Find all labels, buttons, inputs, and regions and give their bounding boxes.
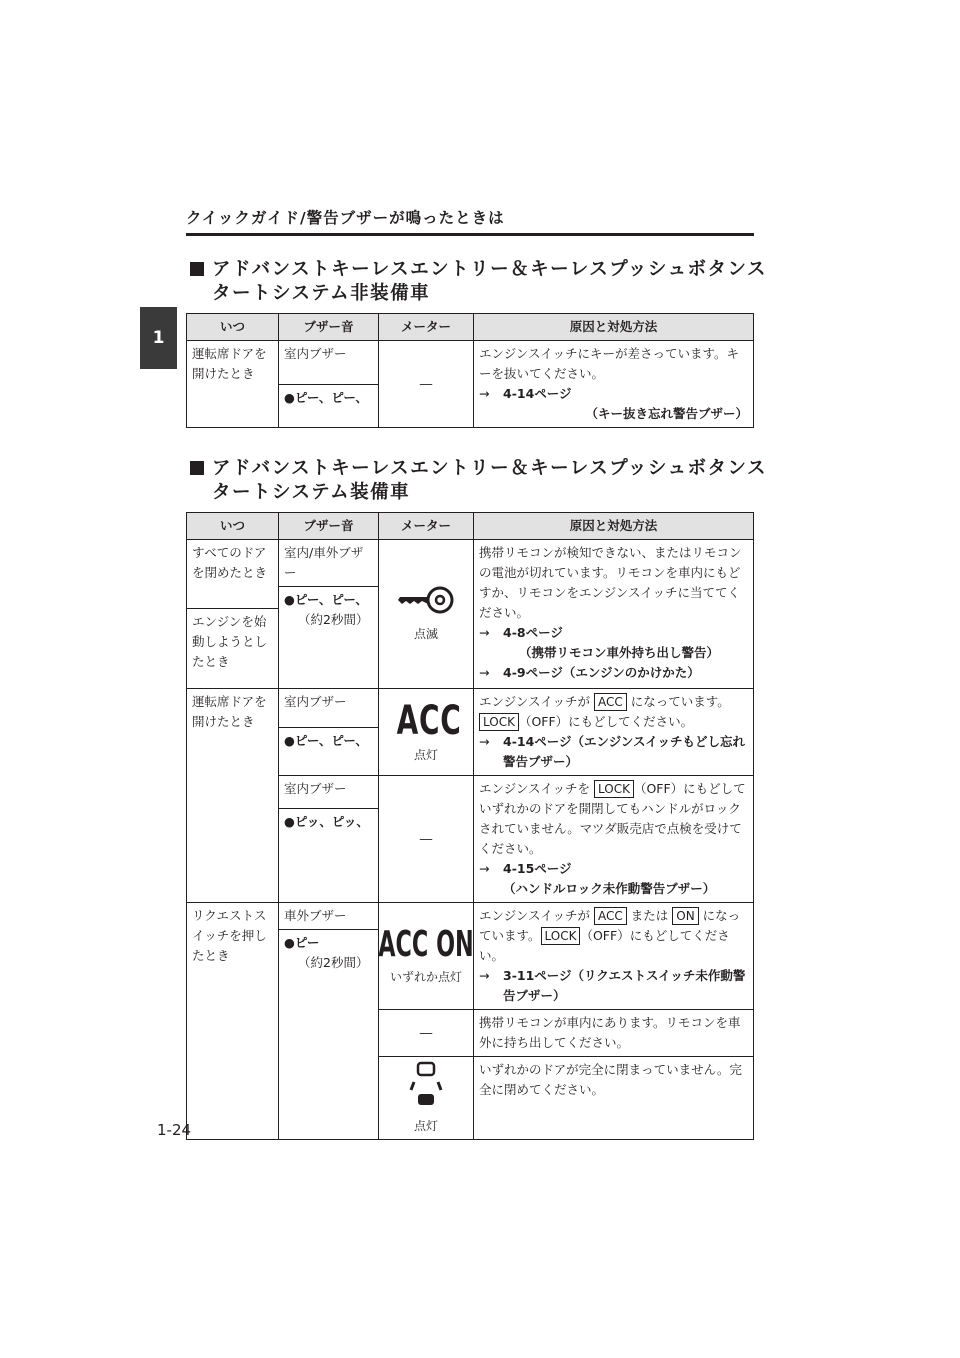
r4-sound-text: ●ピー [284, 935, 320, 950]
r3-meter: ― [379, 776, 474, 903]
r2-cause-a: エンジンスイッチが [479, 694, 591, 709]
arrow-icon: → [479, 625, 490, 640]
lock-key-label: LOCK [479, 713, 519, 731]
r5-cause: 携帯リモコンが車内にあります。リモコンを車外に持ち出してください。 [474, 1010, 754, 1057]
r1-meter [379, 540, 474, 689]
acc-on-indicator: ACC ON [378, 924, 474, 965]
chapter-tab [140, 307, 177, 369]
section2-title-line1: アドバンストキーレスエントリー＆キーレスプッシュボタンス [212, 458, 768, 479]
r2-when: 運転席ドアを開けたとき [187, 689, 279, 903]
s1-meter: ― [379, 341, 474, 428]
r4-meter-label: いずれか点灯 [389, 970, 462, 984]
chapter-number: 1 [152, 328, 165, 348]
r6-meter-label: 点灯 [413, 1119, 438, 1133]
lock-key-label: LOCK [541, 927, 581, 945]
col-buzzer: ブザー音 [279, 314, 379, 341]
col-cause: 原因と対処方法 [474, 513, 754, 540]
r2-cause-b: になっています。 [630, 694, 730, 709]
arrow-icon: → [479, 386, 490, 401]
r1-cause [474, 540, 754, 689]
lock-key-label: LOCK [594, 780, 634, 798]
col-when: いつ [187, 314, 279, 341]
r2-ref: 4-14ページ（エンジンスイッチもどし忘れ警告ブザー） [503, 734, 746, 769]
r4-sound [279, 930, 379, 1140]
section1-title [190, 258, 767, 306]
col-buzzer: ブザー音 [279, 513, 379, 540]
r2-buzzer: 室内ブザー [279, 689, 379, 728]
r3-cause [474, 776, 754, 903]
arrow-icon: → [479, 665, 490, 680]
section2-title-line2: タートシステム装備車 [212, 482, 411, 503]
r2-cause-c: （OFF）にもどしてください。 [518, 714, 694, 729]
r1-meter-label: 点滅 [413, 627, 438, 641]
s1-cause-text: エンジンスイッチにキーが差さっています。キーを抜いてください。 [479, 346, 740, 381]
page-header: クイックガイド/警告ブザーが鳴ったときは [186, 205, 754, 236]
r4-cause-c: になっています。 [479, 908, 741, 943]
square-bullet-icon [190, 461, 204, 475]
on-key-label: ON [672, 907, 698, 925]
r4-cause-a: エンジンスイッチが [479, 908, 591, 923]
r4-cause-b: または [630, 908, 669, 923]
arrow-icon: → [479, 968, 490, 983]
r2-sound: ●ピー、ピー、 [279, 728, 379, 776]
section1-title-line2: タートシステム非装備車 [212, 283, 431, 304]
page-number: 1-24 [157, 1121, 192, 1139]
section1-title-line1: アドバンストキーレスエントリー＆キーレスプッシュボタンス [212, 259, 768, 280]
r1-ref1-title: （携帯リモコン車外持ち出し警告） [519, 645, 720, 660]
r4-meter [379, 903, 474, 1010]
acc-indicator: ACC [396, 698, 462, 744]
r2-cause [474, 689, 754, 776]
r1-sound [279, 587, 379, 689]
r1-cause-text: 携帯リモコンが検知できない、またはリモコンの電池が切れています。リモコンを車内にもどすか、リモコンをエンジンスイッチに当ててください。 [479, 545, 742, 620]
s1-ref-page: 4-14ページ [503, 386, 572, 401]
r4-cause-d: （OFF）にもどしてください。 [479, 928, 730, 963]
acc-key-label: ACC [594, 693, 627, 711]
r4-ref: 3-11ページ（リクエストスイッチ未作動警告ブザー） [503, 968, 746, 1003]
r4-cause [474, 903, 754, 1010]
s1-ref-title: （キー抜き忘れ警告ブザー） [585, 406, 748, 421]
r6-cause: いずれかのドアが完全に閉まっていません。完全に閉めてください。 [474, 1057, 754, 1140]
r4-sound-note: （約2秒間） [298, 955, 369, 970]
r2-meter [379, 689, 474, 776]
r3-buzzer: 室内ブザー [279, 776, 379, 809]
r3-sound: ●ピッ、ピッ、 [279, 809, 379, 903]
col-cause: 原因と対処方法 [474, 314, 754, 341]
arrow-icon: → [479, 861, 490, 876]
square-bullet-icon [190, 262, 204, 276]
r2-meter-label: 点灯 [413, 748, 438, 762]
col-meter: メーター [379, 513, 474, 540]
acc-key-label: ACC [594, 907, 627, 925]
r1-ref1-page: 4-8ページ [503, 625, 563, 640]
col-meter: メーター [379, 314, 474, 341]
r5-meter: ― [379, 1010, 474, 1057]
s1-cause [474, 341, 754, 428]
r3-ref-page: 4-15ページ [503, 861, 572, 876]
r1-ref2: 4-9ページ（エンジンのかけかた） [503, 665, 700, 680]
s1-when: 運転席ドアを開けたとき [187, 341, 279, 428]
arrow-icon: → [479, 734, 490, 749]
s1-buzzer: 室内ブザー [279, 341, 379, 385]
r1-buzzer: 室内/車外ブザー [279, 540, 379, 587]
section1-table [186, 313, 754, 428]
r1-when-b: エンジンを始動しようとしたとき [187, 609, 279, 689]
s1-sound: ●ピー、ピー、 [279, 384, 379, 428]
r3-cause-a: エンジンスイッチを [479, 781, 591, 796]
section2-title [190, 457, 767, 505]
col-when: いつ [187, 513, 279, 540]
r1-when-a: すべてのドアを閉めたとき [187, 540, 279, 609]
door-open-icon [406, 1060, 446, 1108]
r3-ref-title: （ハンドルロック未作動警告ブザー） [503, 881, 716, 896]
r1-sound-text: ●ピー、ピー、 [284, 592, 368, 607]
r1-sound-note: （約2秒間） [298, 612, 369, 627]
section2-table [186, 512, 754, 1140]
r4-when: リクエストスイッチを押したとき [187, 903, 279, 1140]
r6-meter [379, 1057, 474, 1140]
key-icon [396, 584, 456, 616]
r3-cause-b: （OFF）にもどしていずれかのドアを開閉してもハンドルがロックされていません。マツダ販売店で点検を受けてください。 [479, 781, 746, 856]
r4-buzzer: 車外ブザー [279, 903, 379, 930]
